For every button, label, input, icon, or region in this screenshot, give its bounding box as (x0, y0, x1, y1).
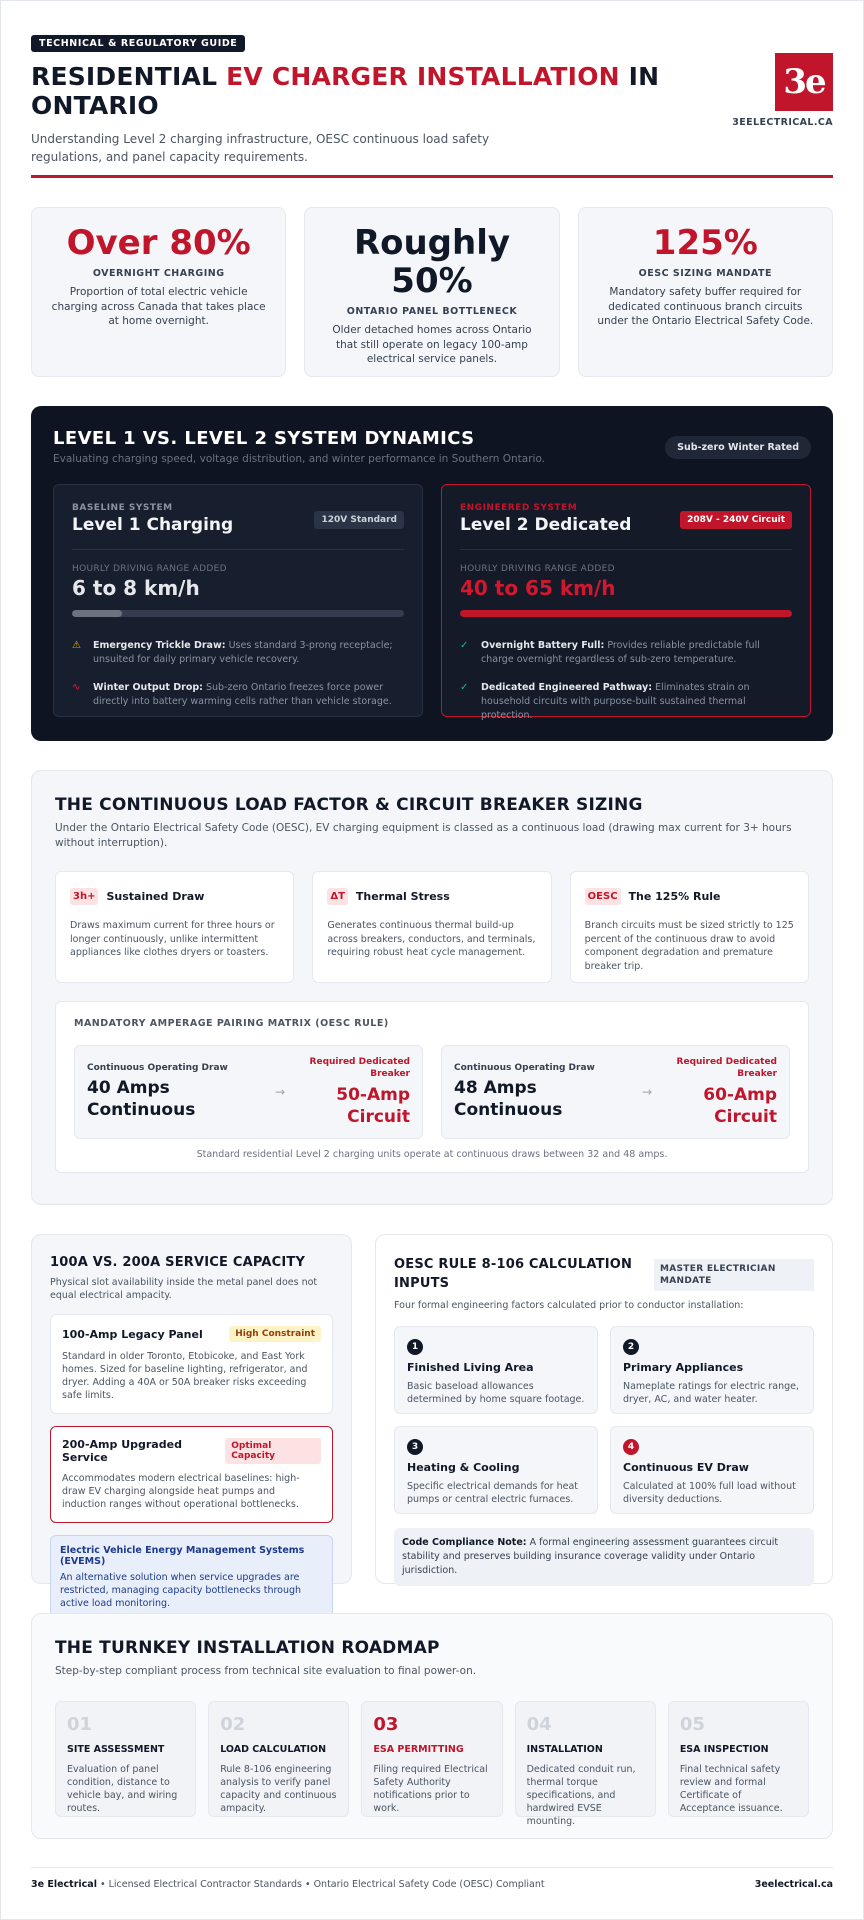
footer-link[interactable]: 3eelectrical.ca (754, 1879, 833, 1890)
input-title: Finished Living Area (407, 1361, 534, 1374)
input-card (394, 1426, 598, 1514)
section-subtitle: Physical slot availability inside the metal panel does not equal electrical ampacity. (50, 1277, 318, 1301)
amperage-pair (74, 1045, 423, 1139)
factor-card (312, 871, 551, 983)
stat-description: Older detached homes across Ontario that still operate on legacy 100-amp electrical service panels. (332, 324, 532, 365)
note-item (72, 681, 404, 709)
stat-description: Mandatory safety buffer required for dedicated continuous branch circuits under the Ontario Electrical Safety Code. (597, 286, 814, 327)
stat-value: Over 80% (66, 223, 251, 263)
range-label: HOURLY DRIVING RANGE ADDED (72, 564, 227, 574)
input-description: Specific electrical demands for heat pumps or central electric furnaces. (407, 1481, 578, 1505)
step-number: 4 (623, 1439, 639, 1455)
panel-title: 100-Amp Legacy Panel (62, 1327, 203, 1341)
draw-value: 40 Amps Continuous (87, 1078, 196, 1120)
capacity-chip: Optimal Capacity (225, 1438, 321, 1464)
step-description: Final technical safety review and formal Certificate of Acceptance issuance. (679, 1764, 783, 1814)
divider (72, 549, 404, 550)
factor-title: Sustained Draw (106, 890, 205, 903)
title-highlight: EV CHARGER INSTALLATION (226, 62, 620, 91)
input-description: Calculated at 100% full load without diversity deductions. (623, 1481, 796, 1505)
step-description: Rule 8-106 engineering analysis to verify panel capacity and continuous ampacity. (220, 1764, 337, 1814)
factor-description: Branch circuits must be sized strictly to 125 percent of the continuous draw to avoid component degradation and premature breaker trip. (584, 920, 794, 972)
card-title: Level 2 Dedicated (460, 515, 632, 535)
range-label: HOURLY DRIVING RANGE ADDED (460, 564, 615, 574)
continuous-load-section (31, 770, 833, 1205)
step-number: 2 (623, 1339, 639, 1355)
stats-row (31, 207, 833, 377)
roadmap-step (208, 1701, 349, 1817)
load-factors (55, 871, 809, 983)
mandate-badge: MASTER ELECTRICIAN MANDATE (654, 1259, 814, 1291)
footer (31, 1879, 833, 1890)
range-value: 40 to 65 km/h (460, 576, 616, 600)
page-subtitle: Understanding Level 2 charging infrastructure, OESC continuous load safety regulations, and panel capacity requirements. (31, 132, 490, 164)
title-pre: RESIDENTIAL (31, 62, 227, 91)
level1-notes (72, 639, 404, 709)
level2-card (441, 484, 811, 721)
factor-description: Draws maximum current for three hours or longer continuously, unlike intermittent appliances like clothes dryers or toasters. (70, 920, 275, 958)
note-text: Winter Output Drop: Sub-zero Ontario freezes force power directly into battery warming cells rather than vehicle storage. (93, 682, 392, 707)
panel-description: Standard in older Toronto, Etobicoke, and East York homes. Sized for baseline lighting, refrigerator, and dryer. Adding a 40A or 50A breaker risks exceeding safe limits. (62, 1351, 308, 1401)
wave-icon: ∿ (72, 682, 81, 693)
voltage-badge: 120V Standard (314, 511, 404, 529)
service-capacity-section (31, 1234, 352, 1609)
step-description: Filing required Electrical Safety Authority notifications prior to work. (373, 1764, 488, 1814)
amperage-pair (441, 1045, 790, 1139)
breaker-label: Required Dedicated Breaker (309, 1057, 410, 1079)
step-number: 04 (526, 1714, 552, 1735)
header (31, 31, 833, 179)
winter-rated-badge: Sub-zero Winter Rated (665, 436, 811, 459)
stat-value: Roughly 50% (353, 223, 511, 301)
section-title: 100A VS. 200A SERVICE CAPACITY (50, 1255, 306, 1270)
input-title: Primary Appliances (623, 1361, 744, 1374)
stat-value: 125% (652, 223, 758, 263)
arrow-right-icon: → (274, 1085, 286, 1099)
voltage-badge: 208V - 240V Circuit (680, 511, 792, 529)
note-item (460, 639, 792, 667)
matrix-title: MANDATORY AMPERAGE PAIRING MATRIX (OESC RULE) (74, 1018, 389, 1029)
step-description: Evaluation of panel condition, distance to vehicle bay, and wiring routes. (67, 1764, 178, 1814)
footer-divider (31, 1867, 833, 1868)
input-title: Continuous EV Draw (623, 1461, 749, 1474)
step-number: 1 (407, 1339, 423, 1355)
stat-card (31, 207, 286, 377)
evems-description: An alternative solution when service upgrades are restricted, managing capacity bottlenecks through active load monitoring. (60, 1572, 302, 1609)
step-title: ESA PERMITTING (373, 1744, 464, 1755)
input-title: Heating & Cooling (407, 1461, 520, 1474)
constraint-chip: High Constraint (229, 1326, 321, 1342)
note-text: Dedicated Engineered Pathway: Eliminates strain on household circuits with purpose-built sustained thermal protection. (481, 682, 750, 721)
note-text: Overnight Battery Full: Provides reliable predictable full charge overnight regardless of sub-zero temperature. (481, 640, 760, 665)
roadmap-step (361, 1701, 502, 1817)
range-value: 6 to 8 km/h (72, 576, 200, 600)
arrow-right-icon: → (641, 1085, 653, 1099)
brand-domain: 3EELECTRICAL.CA (732, 117, 833, 128)
input-card (610, 1326, 814, 1414)
section-subtitle: Under the Ontario Electrical Safety Code (OESC), EV charging equipment is classed as a continuous load (drawing max current for 3+ hours without interruption). (55, 822, 792, 849)
roadmap-step (668, 1701, 809, 1817)
panel-description: Accommodates modern electrical baselines: high-draw EV charging alongside heat pumps and induction ranges without operational bottlenecks. (62, 1473, 300, 1510)
section-title: OESC RULE 8-106 CALCULATION INPUTS (394, 1257, 633, 1291)
range-bar (72, 610, 404, 617)
level-comparison (53, 484, 811, 721)
step-number: 01 (67, 1714, 93, 1735)
compliance-note: Code Compliance Note: A formal engineering assessment guarantees circuit stability and preserves building insurance coverage validity under Ontario jurisdiction. (394, 1528, 814, 1586)
step-description: Dedicated conduit run, thermal torque specifications, and hardwired EVSE mounting. (526, 1764, 636, 1827)
factor-description: Generates continuous thermal build-up across breakers, conductors, and terminals, requiring robust heat cycle management. (327, 920, 536, 958)
stat-card (304, 207, 559, 377)
breaker-value: 60-Amp Circuit (703, 1085, 777, 1127)
check-icon: ✓ (460, 682, 469, 693)
card-kicker: ENGINEERED SYSTEM (460, 503, 578, 513)
section-title: LEVEL 1 VS. LEVEL 2 SYSTEM DYNAMICS (53, 428, 475, 449)
input-description: Nameplate ratings for electric range, dryer, AC, and water heater. (623, 1381, 800, 1405)
roadmap-steps (55, 1701, 809, 1827)
divider (460, 549, 792, 550)
step-title: ESA INSPECTION (679, 1744, 769, 1755)
input-card (610, 1426, 814, 1514)
factor-badge: OESC (585, 888, 621, 905)
input-grid (394, 1326, 814, 1514)
evems-title: Electric Vehicle Energy Management Systems (EVEMS) (60, 1545, 305, 1567)
range-bar (460, 610, 792, 617)
matrix-pairs (74, 1045, 790, 1139)
warning-icon: ⚠ (72, 640, 81, 651)
roadmap-section (31, 1613, 833, 1839)
brand-logo: 3e (775, 53, 833, 111)
draw-value: 48 Amps Continuous (454, 1078, 563, 1120)
stat-label: ONTARIO PANEL BOTTLENECK (346, 306, 518, 317)
factor-card (570, 871, 809, 983)
step-number: 3 (407, 1439, 423, 1455)
panel-card-100a (50, 1314, 333, 1414)
calculation-inputs-section (375, 1234, 833, 1584)
note-item (460, 681, 792, 723)
level-dynamics-section (31, 406, 833, 741)
level1-card (53, 484, 423, 717)
panel-title: 200-Amp Upgraded Service (62, 1438, 182, 1464)
note-item (72, 639, 404, 667)
roadmap-step (515, 1701, 656, 1827)
amperage-matrix (55, 1001, 809, 1173)
breaker-label: Required Dedicated Breaker (676, 1057, 777, 1079)
page-title (31, 62, 681, 120)
step-title: SITE ASSESSMENT (67, 1744, 165, 1755)
section-title: THE CONTINUOUS LOAD FACTOR & CIRCUIT BREAKER SIZING (55, 795, 643, 815)
breaker-value: 50-Amp Circuit (336, 1085, 410, 1127)
section-subtitle: Step-by-step compliant process from technical site evaluation to final power-on. (55, 1665, 477, 1677)
header-divider (31, 175, 833, 178)
step-number: 02 (220, 1714, 246, 1735)
panel-card-200a (50, 1426, 333, 1523)
card-title: Level 1 Charging (72, 515, 234, 535)
level2-notes (460, 639, 792, 723)
matrix-note: Standard residential Level 2 charging units operate at continuous draws between 32 and 48 amps. (196, 1149, 668, 1160)
check-icon: ✓ (460, 640, 469, 651)
draw-label: Continuous Operating Draw (87, 1063, 228, 1073)
stat-label: OESC SIZING MANDATE (638, 268, 772, 279)
stat-card (578, 207, 833, 377)
input-description: Basic baseload allowances determined by home square footage. (407, 1381, 585, 1405)
step-title: LOAD CALCULATION (220, 1744, 327, 1755)
step-number: 03 (373, 1714, 399, 1735)
section-title: THE TURNKEY INSTALLATION ROADMAP (55, 1638, 440, 1658)
evems-callout (50, 1535, 333, 1620)
note-text: Emergency Trickle Draw: Uses standard 3-prong receptacle; unsuited for daily primary vehicle recovery. (93, 640, 393, 665)
factor-badge: 3h+ (70, 888, 98, 905)
factor-card (55, 871, 294, 983)
factor-badge: ΔT (327, 888, 348, 905)
step-number: 05 (679, 1714, 705, 1735)
input-card (394, 1326, 598, 1414)
section-subtitle: Four formal engineering factors calculated prior to conductor installation: (394, 1300, 744, 1311)
step-title: INSTALLATION (526, 1744, 603, 1755)
roadmap-step (55, 1701, 196, 1817)
stat-label: OVERNIGHT CHARGING (92, 268, 225, 279)
footer-text: 3e Electrical • Licensed Electrical Contractor Standards • Ontario Electrical Safety Code (OESC) Compliant (31, 1879, 545, 1890)
factor-title: Thermal Stress (355, 890, 450, 903)
guide-tag: TECHNICAL & REGULATORY GUIDE (31, 35, 245, 52)
section-subtitle: Evaluating charging speed, voltage distribution, and winter performance in Southern Ontario. (53, 453, 546, 465)
title-post: IN ONTARIO (31, 62, 660, 120)
factor-title: The 125% Rule (628, 890, 721, 903)
card-kicker: BASELINE SYSTEM (72, 503, 173, 513)
draw-label: Continuous Operating Draw (454, 1063, 595, 1073)
stat-description: Proportion of total electric vehicle charging across Canada that takes place at home overnight. (51, 286, 266, 327)
range-bar-fill (460, 610, 792, 617)
range-bar-fill (72, 610, 122, 617)
